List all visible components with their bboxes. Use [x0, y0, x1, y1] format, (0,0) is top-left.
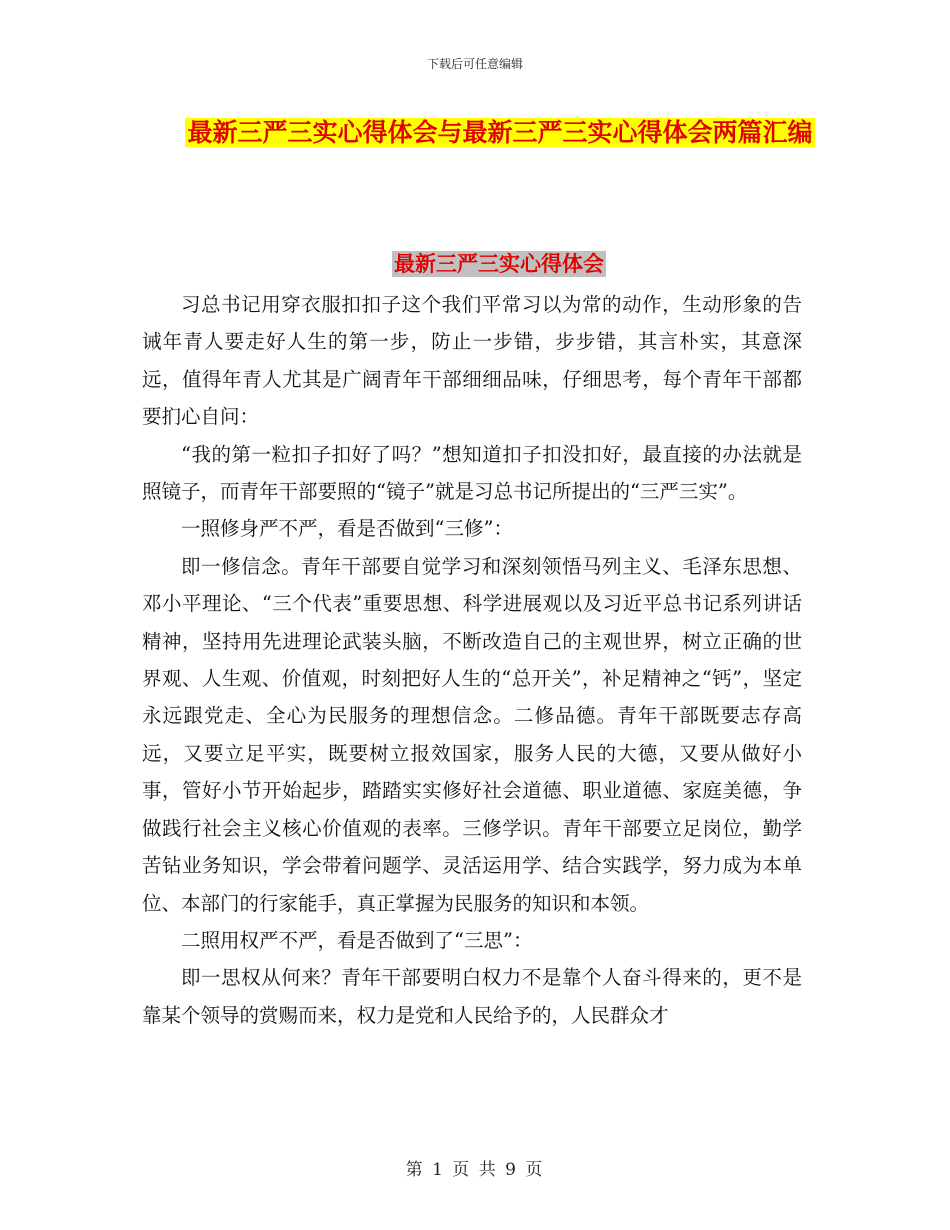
paragraph: “我的第一粒扣子扣好了吗？”想知道扣子扣没扣好，最直接的办法就是照镜子，而青年干部要照的“镜子”就是习总书记所提出的“三严三实”。 — [142, 442, 802, 504]
paragraph: 习总书记用穿衣服扣扣子这个我们平常习以为常的动作，生动形象的告诫年青人要走好人生的第一步，防止一步错，步步错，其言朴实，其意深远，值得年青人尤其是广阔青年干部细细品味，仔细思考，每个青年干部都要扪心自问： — [142, 293, 802, 429]
paragraph: 一照修身严不严，看是否做到“三修”： — [181, 517, 513, 541]
document-title — [150, 112, 850, 154]
header-note: 下载后可任意编辑 — [426, 57, 523, 71]
section-title — [0, 248, 950, 278]
page-number: 第 1 页 共 9 页 — [405, 1160, 545, 1180]
paragraph: 即一修信念。青年干部要自觉学习和深刻领悟马列主义、毛泽东思想、邓小平理论、“三个代表”重要思想、科学进展观以及习近平总书记系列讲话精神，坚持用先进理论武装头脑，不断改造自己的主观世界，树立正确的世界观、人生观、价值观，时刻把好人生的“总开关”，补足精神之“钙”，坚定永远跟党走、全心为民服务的理想信念。二修品德。青年干部既要志存高远，又要立足平实，既要树立报效国家，服务人民的大德，又要从做好小事，管好小节开始起步，踏踏实实修好社会道德、职业道德、家庭美德，争做践行社会主义核心价值观的表率。三修学识。青年干部要立足岗位，勤学苦钻业务知识，学会带着问题学、灵活运用学、结合实践学，努力成为本单位、本部门的行家能手，真正掌握为民服务的知识和本领。 — [142, 554, 802, 915]
document-title-text: 最新三严三实心得体会与最新三严三实心得体会两篇汇编 — [187, 118, 813, 147]
body-text — [142, 286, 802, 1034]
paragraph: 二照用权严不严，看是否做到了“三思”： — [181, 928, 533, 952]
section-title-text: 最新三严三实心得体会 — [394, 252, 604, 276]
paragraph: 即一思权从何来？青年干部要明白权力不是靠个人奋斗得来的，更不是靠某个领导的赏赐而来，权力是党和人民给予的，人民群众才 — [142, 966, 802, 1027]
